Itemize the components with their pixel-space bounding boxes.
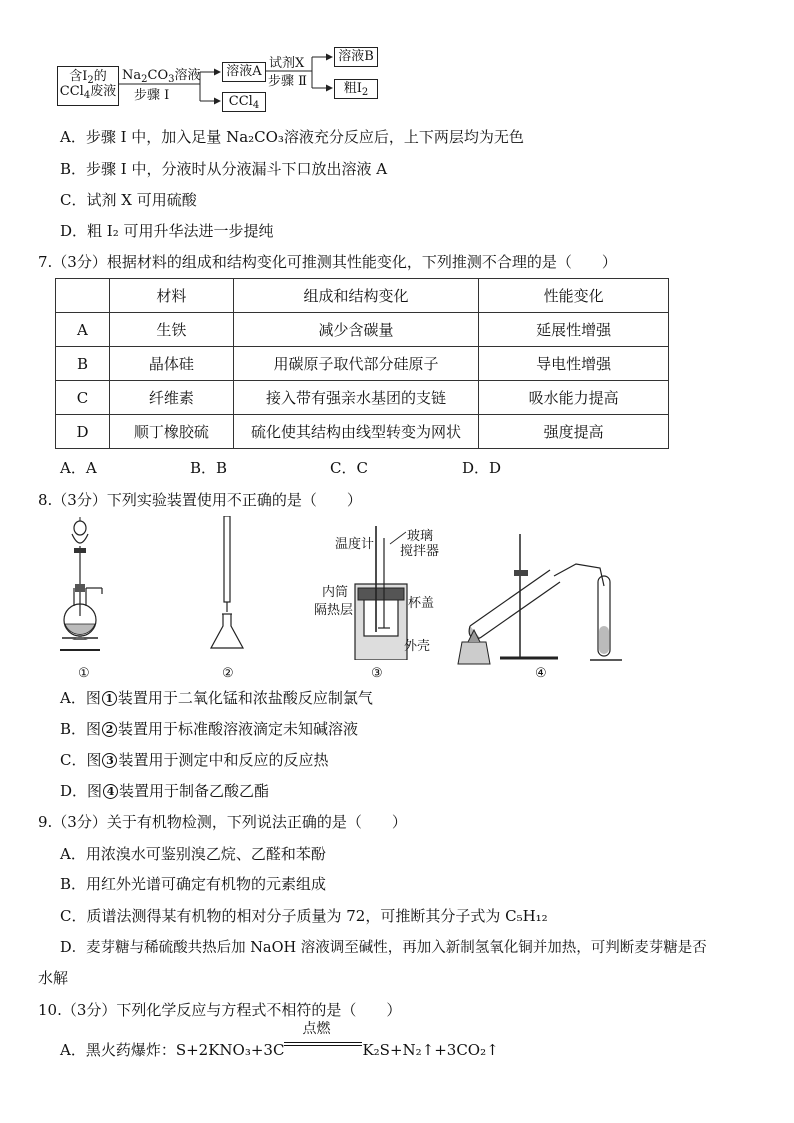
q7-table: [55, 278, 669, 449]
label-insulation: 隔热层: [314, 603, 354, 618]
q7-choice-d: D．D: [462, 459, 502, 477]
caption-3: ③: [371, 666, 383, 681]
caption-2: ②: [222, 666, 234, 681]
label-shell: 外壳: [404, 639, 431, 654]
flow-ccl4-box: CCl$_4$: [222, 92, 266, 112]
circled-number: 3: [102, 753, 117, 768]
q8-option-c: C．图 3 装置用于测定中和反应的反应热: [60, 751, 329, 769]
table-cell: C: [56, 381, 110, 415]
table-cell: 吸水能力提高: [479, 381, 669, 415]
table-cell: 用碳原子取代部分硅原子: [233, 347, 479, 381]
flow-start-box: 含$I_2$的 CCl$_4$废液: [57, 66, 119, 106]
table-cell: 导电性增强: [479, 347, 669, 381]
caption-4: ④: [535, 666, 547, 681]
circled-number: 4: [103, 784, 118, 799]
flow-step1-label: 步骤 I: [134, 88, 170, 103]
table-header-cell: [56, 279, 110, 313]
q9-option-d: D．麦芽糖与稀硫酸共热后加 NaOH 溶液调至碱性，再加入新制氢氧化铜并加热，可判断麦芽糖是否: [60, 940, 707, 956]
table-header-cell: 组成和结构变化: [233, 279, 479, 313]
circled-number: 1: [102, 691, 117, 706]
q9-option-a: A．用浓溴水可鉴别溴乙烷、乙醛和苯酚: [60, 845, 326, 863]
table-cell: 晶体硅: [109, 347, 233, 381]
table-header-cell: 材料: [109, 279, 233, 313]
table-cell: 纤维素: [109, 381, 233, 415]
table-cell: B: [56, 347, 110, 381]
table-cell: 接入带有强亲水基团的支链: [233, 381, 479, 415]
q9-stem: 9.（3分）关于有机物检测，下列说法正确的是（ ）: [38, 813, 407, 831]
q7-stem: 7.（3分）根据材料的组成和结构变化可推测其性能变化，下列推测不合理的是（ ）: [38, 253, 617, 271]
q8-stem: 8.（3分）下列实验装置使用不正确的是（ ）: [38, 491, 362, 509]
flow-solution-b-box: 溶液B: [334, 47, 378, 67]
flow-reagent-label: $Na_2CO_3$溶液: [122, 68, 201, 85]
q7-choice-b: B．B: [190, 459, 228, 477]
table-row: [56, 381, 669, 415]
flow-crude-i2-box: 粗$I_2$: [334, 79, 378, 99]
q8-option-a: A．图 1 装置用于二氧化锰和浓盐酸反应制氯气: [60, 689, 373, 707]
table-row: [56, 415, 669, 449]
flow-arrows: [0, 0, 400, 120]
label-thermometer: 温度计: [335, 537, 375, 552]
q10-option-a: A．黑火药爆炸：S+2KNO₃+3C 点燃 K₂S+N₂↑+3CO₂↑: [60, 1021, 499, 1059]
q9-option-b: B．用红外光谱可确定有机物的元素组成: [60, 875, 327, 893]
flow-reagent-x-label: 试剂X: [269, 56, 305, 71]
table-row: [56, 313, 669, 347]
table-header-cell: 性能变化: [479, 279, 669, 313]
table-cell: D: [56, 415, 110, 449]
caption-1: ①: [78, 666, 90, 681]
flow-step2-label: 步骤 Ⅱ: [268, 74, 307, 89]
q7-choice-a: A．A: [60, 459, 97, 477]
q9-option-d-cont: 水解: [38, 969, 69, 987]
label-stirrer-1: 玻璃: [407, 529, 434, 544]
q8-option-b: B．图 2 装置用于标准酸溶液滴定未知碱溶液: [60, 720, 359, 738]
circled-number: 2: [102, 722, 117, 737]
q6-option-c: C．试剂 X 可用硫酸: [60, 191, 197, 209]
q7-choice-c: C．C: [330, 459, 368, 477]
apparatus-1-figure: [52, 516, 116, 656]
q6-option-a: A．步骤 I 中，加入足量 Na₂CO₃溶液充分反应后，上下两层均为无色: [60, 128, 524, 146]
apparatus-4-figure: [450, 530, 630, 666]
table-row: [56, 347, 669, 381]
table-cell: 减少含碳量: [233, 313, 479, 347]
table-cell: 生铁: [109, 313, 233, 347]
label-stirrer-2: 搅拌器: [400, 544, 440, 559]
label-lid: 杯盖: [408, 596, 435, 611]
table-cell: 硫化使其结构由线型转变为网状: [233, 415, 479, 449]
q9-option-c: C．质谱法测得某有机物的相对分子质量为 72，可推断其分子式为 C₅H₁₂: [60, 907, 548, 925]
table-header-row: [56, 279, 669, 313]
q8-option-d: D．图 4 装置用于制备乙酸乙酯: [60, 782, 270, 800]
label-inner-cup: 内筒: [322, 585, 349, 600]
q6-option-b: B．步骤 I 中，分液时从分液漏斗下口放出溶液 A: [60, 160, 388, 178]
table-cell: A: [56, 313, 110, 347]
flow-solution-a-box: 溶液A: [222, 62, 266, 82]
apparatus-2-figure: [205, 516, 255, 656]
table-cell: 延展性增强: [479, 313, 669, 347]
q10-stem: 10.（3分）下列化学反应与方程式不相符的是（ ）: [38, 1001, 402, 1019]
reaction-condition: 点燃: [302, 1021, 331, 1037]
table-cell: 强度提高: [479, 415, 669, 449]
table-cell: 顺丁橡胶硫: [109, 415, 233, 449]
q6-option-d: D．粗 I₂ 可用升华法进一步提纯: [60, 222, 274, 240]
